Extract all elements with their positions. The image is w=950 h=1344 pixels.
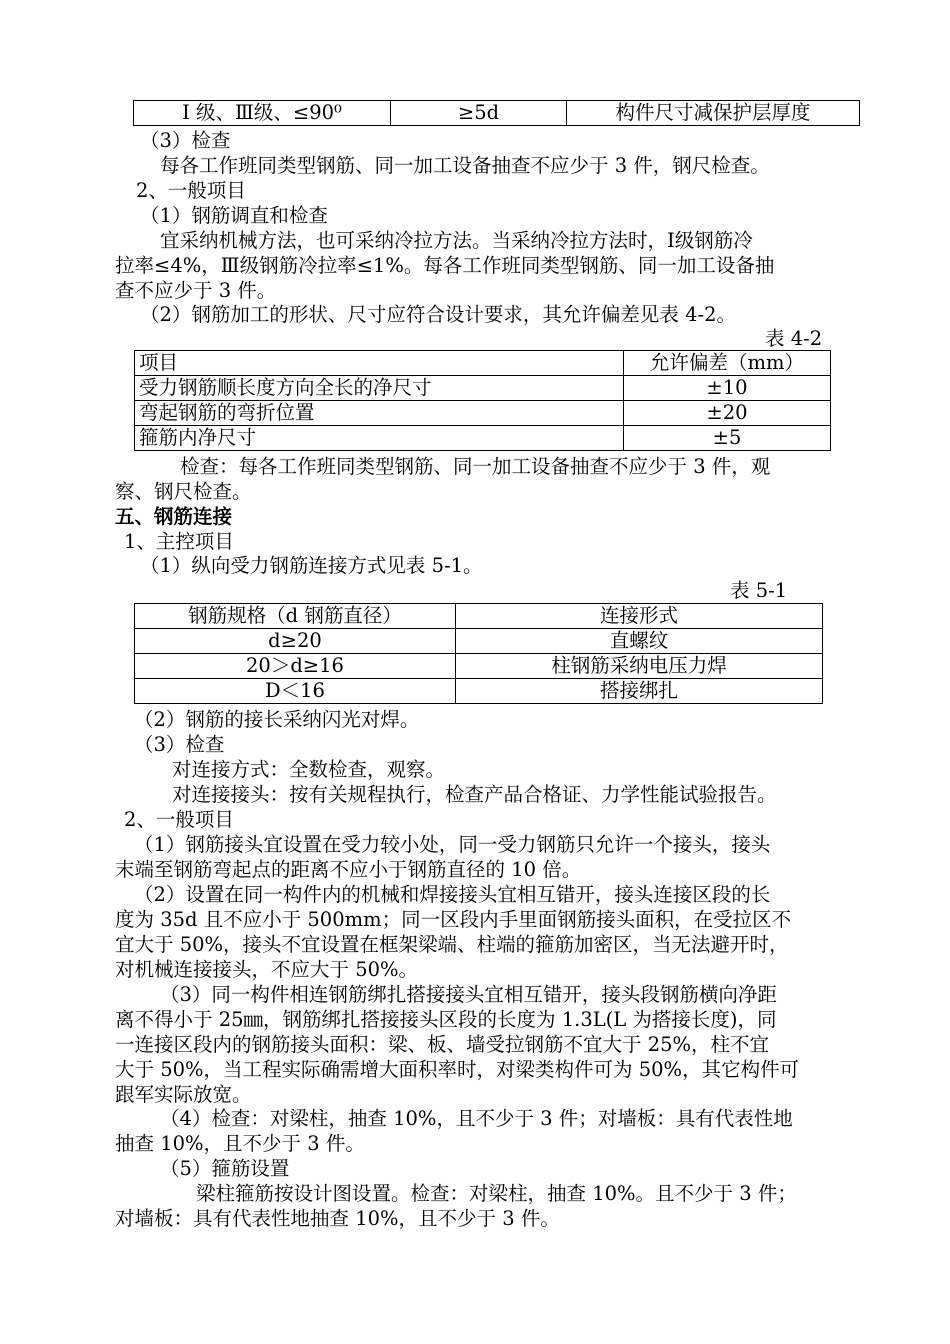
column-header: 连接形式 <box>456 604 823 629</box>
table-cell: 20＞d≥16 <box>135 654 456 679</box>
paragraph-line: 跟军实际放宽。 <box>115 1083 252 1106</box>
paragraph-line: 察、钢尺检查。 <box>115 480 252 503</box>
paragraph-line: （1）钢筋接头宜设置在受力较小处，同一受力钢筋只允许一个接头，接头 <box>134 833 771 856</box>
paragraph-line: （2）钢筋的接长采纳闪光对焊。 <box>134 708 420 731</box>
paragraph-line: 宜大于 50%，接头不宜设置在框架梁端、柱端的箍筋加密区，当无法避开时， <box>115 933 789 956</box>
table-row <box>135 376 831 401</box>
paragraph-line: 检查：每各工作班同类型钢筋、同一加工设备抽查不应少于 3 件，观 <box>180 455 771 478</box>
paragraph-line: （3）检查 <box>140 129 231 152</box>
table-cell: 搭接绑扎 <box>456 679 823 704</box>
paragraph-line: 梁柱箍筋按设计图设置。检查：对梁柱，抽查 10%。且不少于 3 件； <box>196 1182 797 1205</box>
table-row <box>135 654 823 679</box>
table-cell: d≥20 <box>135 629 456 654</box>
table-caption: 表 4-2 <box>765 327 823 350</box>
column-header: 允许偏差（mm） <box>624 351 831 376</box>
paragraph-line: 拉率≤4%，Ⅲ级钢筋冷拉率≤1%。每各工作班同类型钢筋、同一加工设备抽 <box>115 254 775 277</box>
table-cell: 受力钢筋顺长度方向全长的净尺寸 <box>135 376 624 401</box>
column-header: 项目 <box>135 351 624 376</box>
section-heading: 1、主控项目 <box>124 530 234 553</box>
top-table <box>133 100 860 126</box>
table-row <box>134 101 860 126</box>
paragraph-line: 每各工作班同类型钢筋、同一加工设备抽查不应少于 3 件，钢尺检查。 <box>160 154 770 177</box>
table-cell: ±20 <box>624 401 831 426</box>
table-4-2 <box>134 350 831 451</box>
paragraph-line: （1）钢筋调直和检查 <box>140 204 328 227</box>
paragraph-line: 末端至钢筋弯起点的距离不应小于钢筋直径的 10 倍。 <box>115 858 582 881</box>
paragraph-line: （4）检查：对梁柱，抽查 10%，且不少于 3 件；对墙板：具有代表性地 <box>160 1107 793 1130</box>
paragraph-line: （3）同一构件相连钢筋绑扎搭接接头宜相互错开，接头段钢筋横向净距 <box>160 983 777 1006</box>
table-row <box>135 426 831 451</box>
paragraph-line: 度为 35d 且不应小于 500mm；同一区段内手里面钢筋接头面积，在受拉区不 <box>115 908 792 931</box>
table-cell: ≥5d <box>391 101 567 126</box>
paragraph-line: 一连接区段内的钢筋接头面积：梁、板、墙受拉钢筋不宜大于 25%，柱不宜 <box>115 1033 770 1056</box>
paragraph-line: 离不得小于 25㎜，钢筋绑扎搭接接头区段的长度为 1.3L(L 为搭接长度)，同 <box>115 1008 777 1031</box>
paragraph-line: 对机械连接接头，不应大于 50%。 <box>115 958 419 981</box>
table-cell: 构件尺寸减保护层厚度 <box>567 101 860 126</box>
table-row <box>135 629 823 654</box>
table-row <box>135 401 831 426</box>
section-heading: 2、一般项目 <box>124 808 234 831</box>
paragraph-line: （2）钢筋加工的形状、尺寸应符合设计要求，其允许偏差见表 4-2。 <box>140 303 737 326</box>
table-cell: 直螺纹 <box>456 629 823 654</box>
paragraph-line: （1）纵向受力钢筋连接方式见表 5-1。 <box>140 554 483 577</box>
table-row <box>135 679 823 704</box>
table-cell: Ⅰ 级、Ⅲ级、≤90⁰ <box>134 101 391 126</box>
paragraph-line: 对连接方式：全数检查，观察。 <box>172 758 446 781</box>
table-caption: 表 5-1 <box>730 579 788 602</box>
paragraph-line: 查不应少于 3 件。 <box>115 279 277 302</box>
paragraph-line: 宜采纳机械方法，也可采纳冷拉方法。当采纳冷拉方法时，Ⅰ级钢筋冷 <box>160 229 753 252</box>
paragraph-line: （5）箍筋设置 <box>160 1157 290 1180</box>
table-cell: ±10 <box>624 376 831 401</box>
table-cell: ±5 <box>624 426 831 451</box>
paragraph-line: 抽查 10%，且不少于 3 件。 <box>115 1132 365 1155</box>
table-header-row <box>135 604 823 629</box>
table-5-1 <box>134 603 823 704</box>
section-heading: 2、一般项目 <box>136 179 246 202</box>
chapter-heading: 五、钢筋连接 <box>115 505 233 528</box>
table-header-row <box>135 351 831 376</box>
paragraph-line: 对墙板：具有代表性地抽查 10%，且不少于 3 件。 <box>115 1207 560 1230</box>
table-cell: 柱钢筋采纳电压力焊 <box>456 654 823 679</box>
table-cell: D＜16 <box>135 679 456 704</box>
table-cell: 箍筋内净尺寸 <box>135 426 624 451</box>
column-header: 钢筋规格（d 钢筋直径） <box>135 604 456 629</box>
paragraph-line: 大于 50%，当工程实际确需增大面积率时，对梁类构件可为 50%，其它构件可 <box>115 1058 800 1081</box>
paragraph-line: （3）检查 <box>134 733 225 756</box>
paragraph-line: 对连接接头：按有关规程执行，检查产品合格证、力学性能试验报告。 <box>172 783 777 806</box>
paragraph-line: （2）设置在同一构件内的机械和焊接接头宜相互错开，接头连接区段的长 <box>134 883 771 906</box>
table-cell: 弯起钢筋的弯折位置 <box>135 401 624 426</box>
